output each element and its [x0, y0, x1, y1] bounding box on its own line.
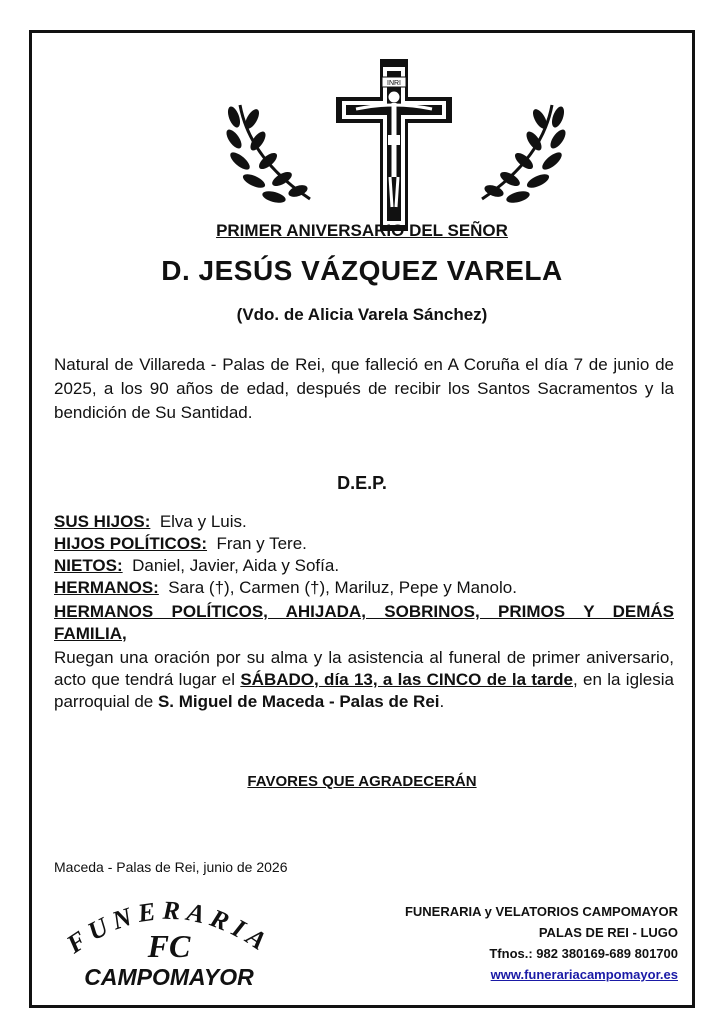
place-date: Maceda - Palas de Rei, junio de 2026: [54, 859, 288, 875]
nietos-label: NIETOS:: [54, 556, 123, 575]
politicos-value: Fran y Tere.: [216, 534, 307, 553]
contact-phones: Tfnos.: 982 380169-689 801700: [489, 946, 678, 961]
widower-note: (Vdo. de Alicia Varela Sánchez): [236, 305, 488, 324]
notice-frame: [29, 30, 695, 1008]
family-row-politicos: [54, 533, 674, 555]
deceased-name: D. JESÚS VÁZQUEZ VARELA: [161, 255, 563, 286]
intro-paragraph: Natural de Villareda - Palas de Rei, que falleció en A Coruña el día 7 de junio de 2025, a los 90 años de edad, después de recibir los Santos Sacramentos y la bendición de Su Santidad.: [54, 355, 674, 422]
dep-heading: D.E.P.: [337, 473, 387, 493]
ruegan-text-1: Ruegan una oración por su alma y la asistencia al funeral de primer aniversario, acto que tendrá lugar el: [54, 648, 674, 689]
nietos-value: Daniel, Javier, Aida y Sofía.: [132, 556, 340, 575]
ruegan-text-2: , en la iglesia parroquial de: [54, 670, 674, 711]
ruegan-text-3: .: [439, 692, 445, 711]
funeraria-logo: [54, 891, 284, 991]
hermanos-label: HERMANOS:: [54, 578, 159, 597]
family-row-hijos: [54, 511, 674, 533]
hijos-label: SUS HIJOS:: [54, 512, 151, 531]
family-row-demas: HERMANOS POLÍTICOS, AHIJADA, SOBRINOS, PRIMOS Y DEMÁS: [54, 602, 674, 621]
politicos-label: HIJOS POLÍTICOS:: [54, 534, 208, 553]
laurel-branch-right-icon: [472, 99, 572, 209]
inri-plaque: INRI: [387, 80, 401, 87]
contact-website-link[interactable]: www.funerariacampomayor.es: [490, 967, 678, 982]
hermanos-value: Sara (†), Carmen (†), Mariluz, Pepe y Manolo.: [168, 578, 517, 597]
anniversary-title: PRIMER ANIVERSARIO DEL SEÑOR: [216, 221, 508, 240]
favores-line: FAVORES QUE AGRADECERÁN: [247, 773, 477, 790]
family-row-hermanos: [54, 577, 674, 599]
funeral-datetime: SÁBADO, día 13, a las CINCO de la tarde: [240, 670, 573, 689]
ruegan-paragraph: [54, 647, 674, 713]
laurel-branch-left-icon: [220, 99, 320, 209]
contact-company: FUNERARIA y VELATORIOS CAMPOMAYOR: [404, 904, 678, 919]
family-row-familia: FAMILIA,: [54, 624, 127, 643]
hijos-value: Elva y Luis.: [159, 512, 247, 531]
church-name: S. Miguel de Maceda - Palas de Rei: [157, 692, 440, 711]
family-row-nietos: [54, 555, 674, 577]
logo-monogram: FC: [147, 928, 191, 964]
crucifix-icon: [332, 57, 456, 233]
logo-arc-text: FUNERARIA: [61, 895, 277, 959]
logo-brand: CAMPOMAYOR: [84, 964, 254, 990]
contact-location: PALAS DE REI - LUGO: [538, 925, 678, 940]
